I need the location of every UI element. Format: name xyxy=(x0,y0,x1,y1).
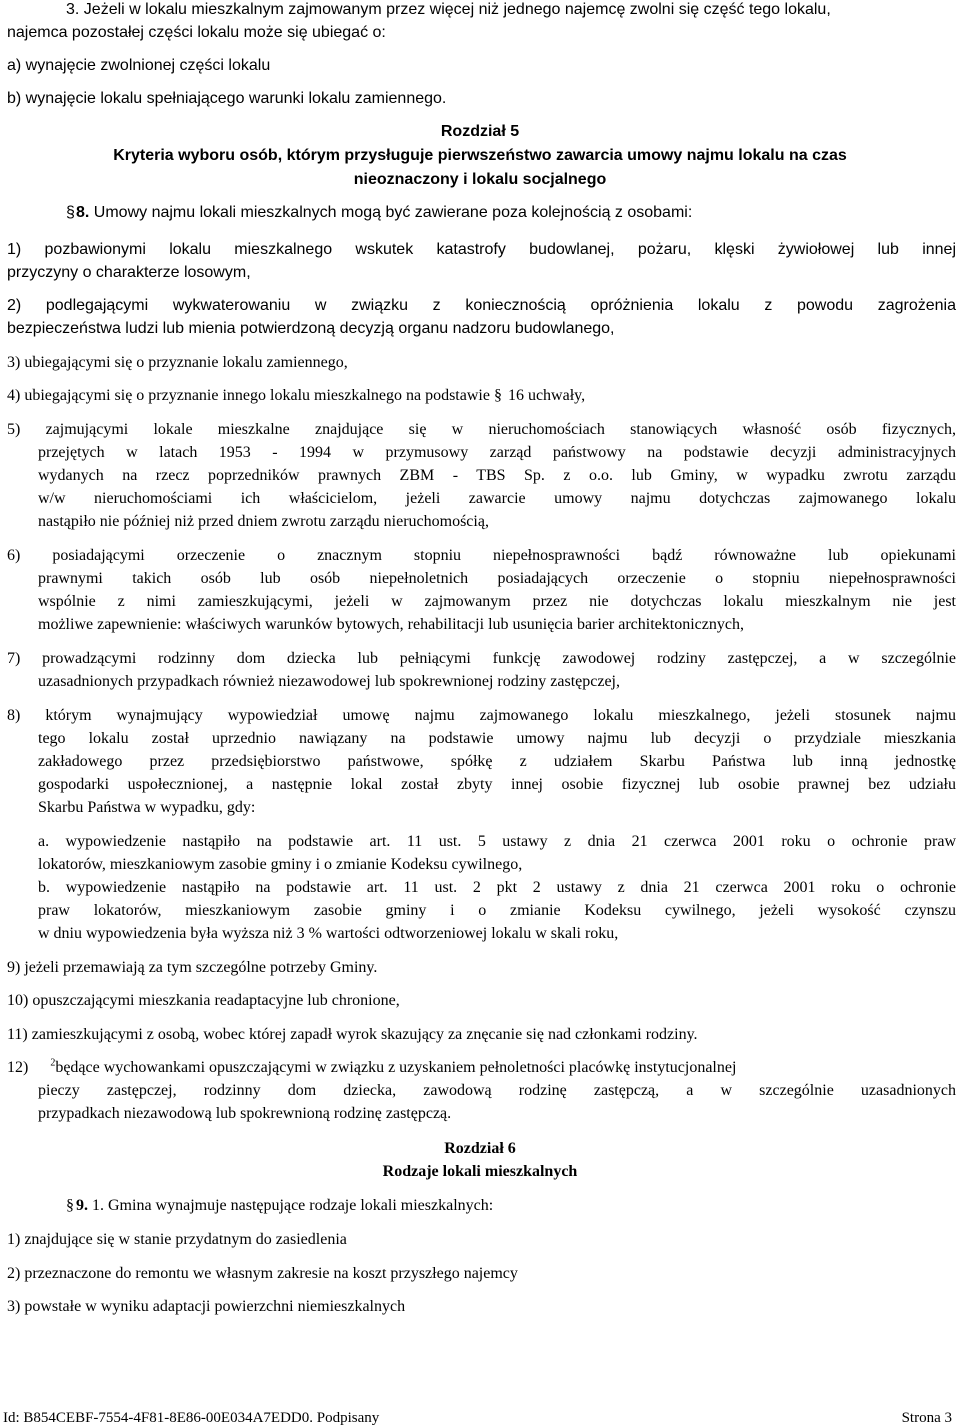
list-item: 3) powstałe w wyniku adaptacji powierzchni niemieszkalnych xyxy=(7,1298,406,1315)
chapter-title: nieoznaczony i lokalu socjalnego xyxy=(353,171,607,188)
sub-item: a. wypowiedzenie nastąpiło na podstawie art. 11 ust. 5 ustawy z dnia 21 czerwca 2001 roku o ochronie praw xyxy=(38,833,956,850)
list-item: 1) znajdujące się w stanie przydatnym do zasiedlenia xyxy=(7,1231,347,1248)
list-item-cont: prawnymi takich osób lub osób niepełnoletnich posiadających orzeczenie o stopniu niepełnosprawności xyxy=(38,570,956,587)
page-footer xyxy=(0,1408,960,1428)
list-item: 2) podlegającymi wykwaterowaniu w związku z koniecznością opróżnienia lokalu z powodu zagrożenia xyxy=(7,297,956,314)
list-item-cont: wspólnie z nimi zamieszkującymi, jeżeli w zajmowanym przez nie dotychczas lokalu mieszkalnym nie jest xyxy=(38,593,956,610)
sub-item-cont: lokatorów, mieszkaniowym zasobie gminy i o zmianie Kodeksu cywilnego, xyxy=(38,856,523,873)
document-id: Id: B854CEBF-7554-4F81-8E86-00E034A7EDD0. Podpisany xyxy=(3,1410,380,1426)
list-item-cont: zakładowego przez przedsiębiorstwo państwowe, spółkę z udziałem Skarbu Państwa lub inną jednostkę xyxy=(38,753,956,770)
list-item: 12) $^2$będące wychowankami opuszczającymi w związku z uzyskaniem pełnoletności placówkę instytucjonalnej xyxy=(7,1057,737,1076)
list-item: 1) pozbawionymi lokalu mieszkalnego wskutek katastrofy budowlanej, pożaru, klęski żywiołowej lub innej xyxy=(7,241,956,258)
chapter-heading: Rozdział 6 xyxy=(444,1140,516,1157)
list-item: 10) opuszczającymi mieszkania readaptacyjne lub chronione, xyxy=(7,992,400,1009)
paragraph-line: najemca pozostałej części lokalu może się ubiegać o: xyxy=(7,24,386,41)
section-paragraph xyxy=(66,203,956,223)
chapter-heading: Rozdział 5 xyxy=(440,123,520,140)
list-item: 2) przeznaczone do remontu we własnym zakresie na koszt przyszłego najemcy xyxy=(7,1265,518,1282)
list-item-cont: przejętych w latach 1953 - 1994 w przymusowy zarząd państwowy na podstawie decyzji administracyjnych xyxy=(38,444,956,461)
list-item-cont: przypadkach niezawodową lub spokrewnioną rodzinę zastępczą. xyxy=(38,1105,452,1122)
chapter-title: Kryteria wyboru osób, którym przysługuje pierwszeństwo zawarcia umowy najmu lokalu na czas xyxy=(113,147,847,164)
list-item: przyczyny o charakterze losowym, xyxy=(7,264,251,281)
sub-item-cont: praw lokatorów, mieszkaniowym zasobie gminy i o zmianie Kodeksu cywilnego, jeżeli wysokość czynszu xyxy=(38,902,956,919)
list-item-cont: nastąpiło nie później niż przed dniem zwrotu zarządu nieruchomością, xyxy=(38,513,489,530)
list-item: 9) jeżeli przemawiają za tym szczególne potrzeby Gminy. xyxy=(7,959,378,976)
list-item-cont: gospodarki uspołecznionej, a następnie lokal został zbyty innej osobie fizycznej lub osobie prawnej bez udziału xyxy=(38,776,956,793)
list-item: 6) posiadającymi orzeczenie o znacznym stopniu niepełnosprawności bądź równoważne lub opiekunami xyxy=(7,547,956,564)
section-sign: § xyxy=(66,1197,74,1214)
section-intro: 1. Gmina wynajmuje następujące rodzaje lokali mieszkalnych: xyxy=(92,1197,494,1214)
list-item-cont: uzasadnionych przypadkach również niezawodowej lub spokrewnionej rodziny zastępczej, xyxy=(38,673,620,690)
list-item: 11) zamieszkującymi z osobą, wobec której zapadł wyrok skazujący za znęcanie się nad członkami rodziny. xyxy=(7,1026,698,1043)
sub-item-cont: w dniu wypowiedzenia była wyższa niż 3 % wartości odtworzeniowej lokalu w skali roku, xyxy=(38,925,619,942)
section-sign: § xyxy=(66,204,75,221)
list-item-cont: wydanych na rzecz poprzedników prawnych ZBM - TBS Sp. z o.o. lub Gminy, w wypadku zwrotu zarządu xyxy=(38,467,956,484)
list-item: 3) ubiegającymi się o przyznanie lokalu zamiennego, xyxy=(7,354,348,371)
list-item-cont: Skarbu Państwa w wypadku, gdy: xyxy=(38,799,256,816)
list-item: 5) zajmującymi lokale mieszkalne znajdujące się w nieruchomościach stanowiących własność osób fizycznych, xyxy=(7,421,956,438)
sub-item: b. wypowiedzenie nastąpiło na podstawie art. 11 ust. 2 pkt 2 ustawy z dnia 21 czerwca 2001 roku o ochronie xyxy=(38,879,956,896)
section-number: 9. xyxy=(76,1197,88,1214)
list-item-cont: możliwe zapewnienie: właściwych warunków bytowych, rehabilitacji lub usunięcia barier architektonicznych, xyxy=(38,616,744,633)
list-item: 7) prowadzącymi rodzinny dom dziecka lub pełniącymi funkcję zawodowej rodziny zastępczej, a w szczególnie xyxy=(7,650,956,667)
list-item: bezpieczeństwa ludzi lub mienia potwierdzoną decyzją organu nadzoru budowlanego, xyxy=(7,320,615,337)
section-intro: Umowy najmu lokali mieszkalnych mogą być zawierane poza kolejnością z osobami: xyxy=(93,204,693,221)
chapter-title: Rodzaje lokali mieszkalnych xyxy=(382,1163,578,1180)
paragraph-line: 3. Jeżeli w lokalu mieszkalnym zajmowanym przez więcej niż jednego najemcę zwolni się część tego lokalu, xyxy=(66,1,831,18)
footnote-marker: 2 xyxy=(50,1057,56,1069)
list-item: a) wynajęcie zwolnionej części lokalu xyxy=(7,57,271,74)
section-paragraph xyxy=(66,1196,956,1216)
list-item: b) wynajęcie lokalu spełniającego warunki lokalu zamiennego. xyxy=(7,90,447,107)
list-item: 8) którym wynajmujący wypowiedział umowę najmu zajmowanego lokalu mieszkalnego, jeżeli stosunek najmu xyxy=(7,707,956,724)
list-item-cont: tego lokalu został uprzednio nawiązany na podstawie umowy najmu lub decyzji o przydziale mieszkania xyxy=(38,730,956,747)
list-item-cont: pieczy zastępczej, rodzinny dom dziecka, zawodową rodzinę zastępczą, a w szczególnie uzasadnionych xyxy=(38,1082,956,1099)
section-sign: § xyxy=(493,387,502,404)
list-item: 4) ubiegającymi się o przyznanie innego lokalu mieszkalnego na podstawie § 16 uchwały, xyxy=(7,387,586,404)
page-number: Strona 3 xyxy=(901,1410,952,1426)
list-item-cont: w/w nieruchomościami ich właścicielom, jeżeli zawarcie umowy najmu dotychczas zajmowanego lokalu xyxy=(38,490,956,507)
section-number: 8. xyxy=(76,204,90,221)
